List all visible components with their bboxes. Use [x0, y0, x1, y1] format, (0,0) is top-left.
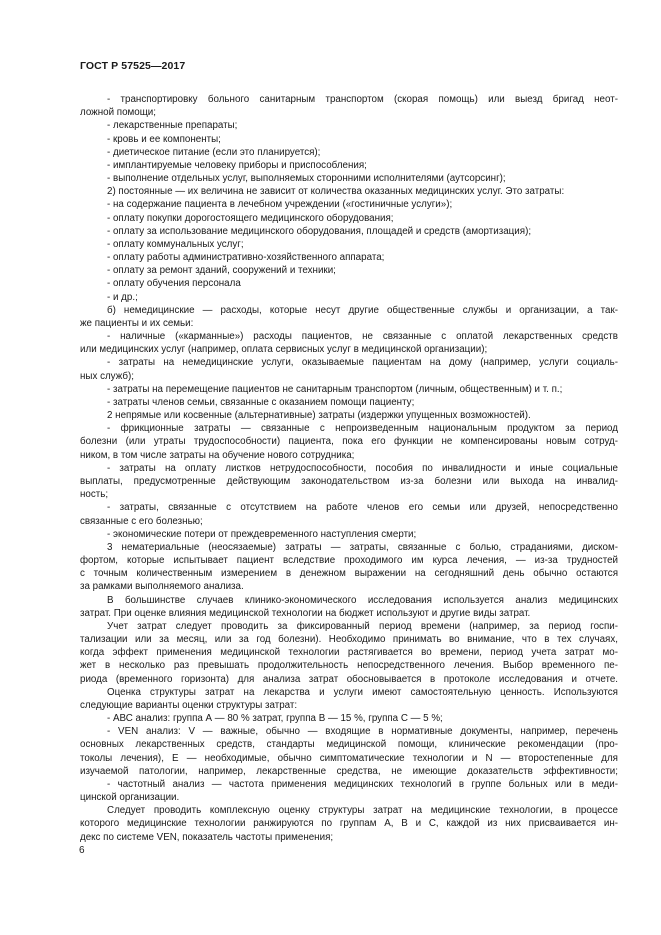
text-line: же пациенты и их семьи: — [80, 317, 194, 329]
text-line: цинской организации. — [80, 792, 180, 804]
text-line: или медицинских услуг (например, оплата сервисных услуг в медицинской организации); — [80, 344, 488, 356]
text-line: болезни (или утраты трудоспособности) пациента, пока его функции не компенсированы новым сотруд- — [80, 436, 618, 448]
text-line: с точным количественным измерением в денежном выражении на сегодняшний день обычно остаются — [80, 568, 618, 580]
text-line: - оплату покупки дорогостоящего медицинского оборудования; — [107, 212, 394, 224]
text-line: - затраты на перемещение пациентов не санитарным транспортом (личным, общественным) и т. п.; — [107, 383, 563, 395]
text-line: когда эффект применения медицинской технологии растягивается во времени, период учета затрат мо- — [80, 647, 618, 659]
text-line: - оплату работы административно-хозяйственного аппарата; — [107, 252, 385, 264]
text-line: - АВС анализ: группа А — 80 % затрат, группа В — 15 %, группа С — 5 %; — [107, 713, 443, 725]
text-line: выплаты, предусмотренные действующим законодательством из-за болезни или выхода на инвалид- — [80, 475, 618, 487]
text-line: - кровь и ее компоненты; — [107, 133, 221, 145]
text-line: - оплату обучения персонала — [107, 278, 241, 290]
text-line: Оценка структуры затрат на лекарства и услуги имеют самостоятельную ценность. Используются — [107, 686, 618, 698]
text-line: - и др.; — [107, 291, 138, 303]
text-line: ником, в том числе затраты на обучение нового сотрудника; — [80, 449, 355, 461]
text-line: ность; — [80, 489, 109, 501]
text-line: жет в несколько раз превышать продолжительность непосредственного лечения. Выбор временного пе- — [80, 660, 618, 672]
text-line: В большинстве случаев клинико-экономического исследования используется анализ медицинских — [107, 594, 618, 606]
text-line: ных служб); — [80, 370, 134, 382]
text-line: Следует проводить комплексную оценку структуры затрат на медицинские технологии, в процессе — [107, 805, 618, 817]
text-line: 2 непрямые или косвенные (альтернативные) затраты (издержки упущенных возможностей). — [107, 410, 531, 422]
text-line: - оплату за ремонт зданий, сооружений и техники; — [107, 265, 336, 277]
text-line: - затраты на немедицинские услуги, оказываемые пациентам на дому (например, услуги социаль- — [107, 357, 618, 369]
text-line: фортом, которые испытывает пациент вследствие проходимого им курса лечения, — из-за трудностей — [80, 555, 618, 567]
page-number: 6 — [79, 845, 85, 856]
text-line: - оплату коммунальных услуг; — [107, 238, 244, 250]
text-line: за рамками выполняемого анализа. — [80, 581, 244, 593]
text-line: токолы лечения), Е — необходимые, обычно симптоматические технологии и N — второстепенные для — [80, 752, 618, 764]
text-line: которого медицинские технологии ранжируются по группам А, В и С, каждой из них присваивается ин- — [80, 818, 618, 830]
text-line: - наличные («карманные») расходы пациентов, не связанные с оплатой лекарственных средств — [107, 331, 618, 343]
text-line: - затраты на оплату листков нетрудоспособности, пособия по инвалидности и иные социальные — [107, 462, 618, 474]
text-line: - затраты, связанные с отсутствием на работе членов его семьи или друзей, непосредственно — [107, 502, 618, 514]
text-line: - транспортировку больного санитарным транспортом (скорая помощь) или выезд бригад неот- — [107, 94, 618, 105]
text-line: - частотный анализ — частота применения медицинских технологий в группе больных или в меди- — [107, 778, 618, 790]
text-line: - лекарственные препараты; — [107, 120, 238, 132]
text-line: - выполнение отдельных услуг, выполняемых сторонними исполнителями (аутсорсинг); — [107, 173, 506, 185]
text-line: - оплату за использование медицинского оборудования, площадей и средств (амортизация); — [107, 225, 532, 237]
text-line: - имплантируемые человеку приборы и приспособления; — [107, 159, 367, 171]
text-line: - на содержание пациента в лечебном учреждении («гостиничные услуги»); — [107, 199, 453, 211]
text-line: тализации или за месяц, или за год болезни). Необходимо принимать во внимание, что в тех случаях, — [80, 634, 618, 646]
text-line: - экономические потери от преждевременного наступления смерти; — [107, 528, 417, 540]
text-line: 2) постоянные — их величина не зависит от количества оказанных медицинских услуг. Это затраты: — [107, 186, 565, 198]
text-line: - диетическое питание (если это планируется); — [107, 146, 321, 158]
text-line: основных лекарственных средств, стандарты медицинской помощи, клинические рекомендации (про- — [80, 739, 618, 751]
text-line: риода (временного горизонта) для анализа затрат обосновывается в протоколе исследования и отчете. — [80, 673, 618, 685]
text-line: декс по системе VEN, показатель частоты применения; — [80, 831, 334, 843]
text-line: б) немедицинские — расходы, которые несут другие общественные службы и организации, а так- — [107, 304, 618, 316]
text-line: ложной помощи; — [80, 107, 156, 119]
text-line: - затраты членов семьи, связанные с оказанием помощи пациенту; — [107, 396, 415, 408]
text-line: Учет затрат следует проводить за фиксированный период времени (например, за период госпи- — [107, 620, 618, 632]
text-line: 3 нематериальные (неосязаемые) затраты — затраты, связанные с болью, страданиями, диском- — [107, 541, 618, 553]
text-line: изучаемой патологии, например, лекарственные средства, не имеющие доказательств эффективности; — [80, 765, 618, 777]
text-line: - VEN анализ: V — важные, обычно — входящие в нормативные документы, например, перечень — [107, 726, 618, 738]
text-line: связанные с его болезнью; — [80, 515, 203, 527]
document-header: ГОСТ Р 57525—2017 — [80, 60, 186, 72]
text-line: - фрикционные затраты — связанные с непроизведенным национальным продуктом за период — [107, 423, 618, 435]
document-body — [80, 93, 618, 844]
text-line: следующие варианты оценки структуры затрат: — [80, 699, 298, 711]
text-line: затрат. При оценке влияния медицинской технологии на бюджет используют и другие виды затрат. — [80, 607, 531, 619]
